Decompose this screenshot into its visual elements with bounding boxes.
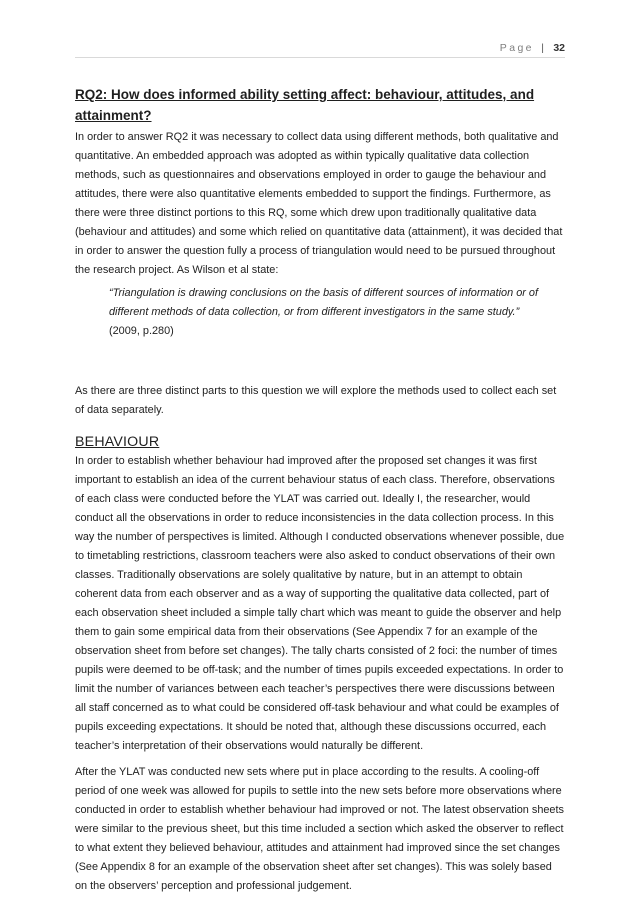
quote-citation: (2009, p.280) <box>109 325 174 337</box>
page-number: 32 <box>553 42 565 54</box>
page-separator: | <box>541 42 544 54</box>
section-heading-behaviour: BEHAVIOUR <box>75 434 160 450</box>
quote-text: “Triangulation is drawing conclusions on the basis of different sources of information or of different methods of data collection, or from different investigators in the same study.” <box>109 287 538 318</box>
after-ylat-paragraph: After the YLAT was conducted new sets where put in place according to the results. A cooling-off period of one week was allowed for pupils to settle into the new sets before more observations where conducted in order to establish whether behaviour had improved or not. The latest observation sheets were similar to the previous sheet, but this time included a section which asked the observer to reflect to what extent they believed behaviour, attitudes and attainment had improved since the set changes (See Appendix 8 for an example of the observation sheet after set changes). This was solely based on the observers’ perception and professional judgement. <box>75 766 564 892</box>
block-quote <box>109 284 565 341</box>
behaviour-paragraph: In order to establish whether behaviour had improved after the proposed set changes it was first important to establish an idea of the current behaviour status of each class. Therefore, observations of each class were conducted before the YLAT was carried out. Ideally I, the researcher, would conduct all the observations in order to reduce inconsistencies in the data collection process. In this way the number of perspectives is limited. Although I conducted observations whenever possible, due to timetabling restrictions, classroom teachers were also asked to conduct observations of their own classes. Traditionally observations are solely qualitative by nature, but in an attempt to obtain coherent data from each observer and as a way of supporting the qualitative data collected, part of each observation sheet included a simple tally chart which was meant to guide the observer and help them to gain some empirical data from their observations (See Appendix 7 for an example of the observation sheet from before set changes). The tally charts consisted of 2 foci: the number of times pupils were deemed to be off-task; and the number of times pupils exceeded expectations. In order to limit the number of variances between each teacher’s perspectives there were discussions between all staff concerned as to what could be considered off-task behaviour and what could be examples of pupils exceeding expectations. It should be noted that, although these discussions occurred, each teacher’s interpretation of their observations would naturally be different. <box>75 455 565 752</box>
intro-paragraph: In order to answer RQ2 it was necessary to collect data using different methods, both qualitative and quantitative. An embedded approach was adopted as within typically qualitative data collection methods, such as questionnaires and observations employed in order to gauge the behaviour and attitudes, there were also quantitative elements embedded to support the findings. Furthermore, as there were three distinct portions to this RQ, some which drew upon traditionally qualitative data (behaviour and attitudes) and some which relied on quantitative data (attainment), it was decided that in order to answer the question fully a process of triangulation would need to be pursued throughout the research project. As Wilson et al state: <box>75 131 563 276</box>
research-question-heading: RQ2: How does informed ability setting affect: behaviour, attitudes, and attainment? <box>75 87 535 123</box>
page-header <box>500 42 565 54</box>
methods-overview-paragraph: As there are three distinct parts to this question we will explore the methods used to collect each set of data separately. <box>75 385 557 416</box>
page-label: Page <box>499 42 534 54</box>
document-page <box>75 0 565 903</box>
page-content <box>75 84 565 896</box>
header-divider <box>75 57 565 58</box>
